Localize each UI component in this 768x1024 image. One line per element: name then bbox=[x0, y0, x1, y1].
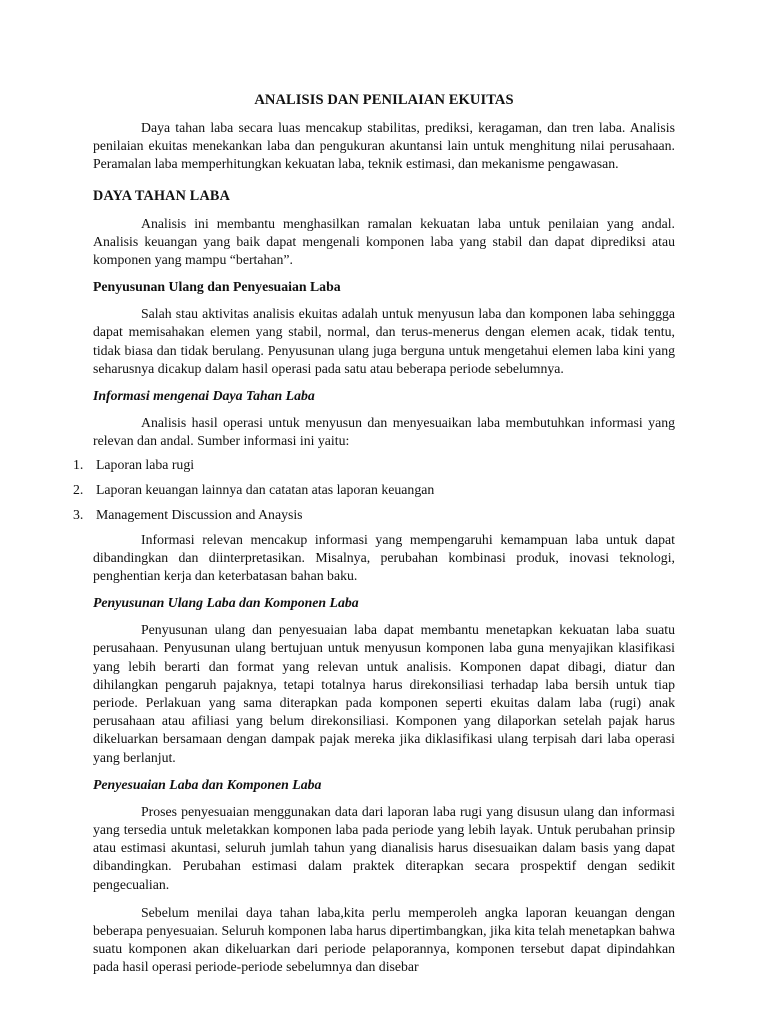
section-heading-informasi: Informasi mengenai Daya Tahan Laba bbox=[93, 388, 315, 404]
list-text: Management Discussion and Anaysis bbox=[96, 506, 303, 522]
section5-paragraph: Proses penyesuaian menggunakan data dari laporan laba rugi yang disusun ulang dan informasi yang tersedia untuk meletakkan komponen laba pada periode yang lebih layak. Untuk perubahan prinsip atau estimasi akuntasi, seluruh jumlah tahun yang dianalisis harus disesuaikan dalam basis yang dapat dibandingkan. Perubahan estimasi dalam praktek diterapkan secara prospektif dengan sedikit pengecualian. bbox=[93, 803, 675, 892]
section-heading-penyusunan-ulang: Penyusunan Ulang dan Penyesuaian Laba bbox=[93, 279, 341, 295]
section4-paragraph: Penyusunan ulang dan penyesuaian laba dapat membantu menetapkan kekuatan laba suatu perusahaan. Penyusunan ulang bertujuan untuk menyusun komponen laba guna menyajikan klasifikasi yang lebih berarti dan format yang relevan untuk analisis. Komponen dapat dibagi, diatur dan dihilangkan pengaruh pajaknya, tetapi totalnya harus direkonsiliasi terhadap laba bersih untuk tiap periode. Perlakuan yang sama diterapkan pada komponen seperti ekuitas dalam laba (rugi) anak perusahaan atau afiliasi yang belum direkonsiliasi. Komponen yang dilaporkan setelah pajak harus dikeluarkan bersamaan dengan dampak pajak mereka jika diklasifikasi ulang terpisah dari laba operasi yang berlanjut. bbox=[93, 622, 675, 765]
section5-paragraph-2: Sebelum menilai daya tahan laba,kita perlu memperoleh angka laporan keuangan dengan beberapa penyesuaian. Seluruh komponen laba harus dipertimbangkan, jika kita telah menetapkan bahwa suatu komponen akan dikeluarkan dari periode pelaporannya, komponen tersebut dapat dipindahkan pada hasil operasi periode-periode sebelumnya dan disebar bbox=[93, 904, 675, 975]
section2-paragraph: Salah stau aktivitas analisis ekuitas adalah untuk menyusun laba dan komponen laba sehinggga dapat memisahakan elemen yang stabil, normal, dan terus-menerus dengan elemen acak, tidak tentu, tidak biasa dan tidak berulang. Penyusunan ulang juga berguna untuk mengetahui elemen laba kini yang seharusnya dicakup dalam hasil operasi pada satu atau beberapa periode sebelumnya. bbox=[93, 306, 675, 376]
list-number: 2. bbox=[73, 482, 84, 498]
section-heading-komponen-laba: Penyusunan Ulang Laba dan Komponen Laba bbox=[93, 595, 359, 611]
intro-paragraph: Daya tahan laba secara luas mencakup stabilitas, prediksi, keragaman, dan tren laba. Analisis penilaian ekuitas menekankan laba dan pengukuran akuntansi lain untuk menghitung nilai perusahaan. Peramalan laba memperhitungkan kekuatan laba, teknik estimasi, dan mekanisme pengawasan. bbox=[93, 120, 675, 172]
section3-paragraph-2: Informasi relevan mencakup informasi yang mempengaruhi kemampuan laba untuk dapat dibandingkan dan diinterpretasikan. Misalnya, perubahan kombinasi produk, inovasi teknologi, penghentian kerja dan keterbatasan bahan baku. bbox=[93, 531, 675, 583]
section-heading-daya-tahan-laba: DAYA TAHAN LABA bbox=[93, 187, 231, 204]
list-text: Laporan keuangan lainnya dan catatan atas laporan keuangan bbox=[96, 482, 435, 498]
document-title: ANALISIS DAN PENILAIAN EKUITAS bbox=[254, 92, 514, 108]
list-text: Laporan laba rugi bbox=[96, 457, 195, 473]
document-body bbox=[73, 92, 675, 977]
list-item bbox=[73, 456, 675, 474]
section1-paragraph: Analisis ini membantu menghasilkan ramalan kekuatan laba untuk penilaian yang andal. Analisis keuangan yang baik dapat mengenali komponen laba yang stabil dan dapat diprediksi atau komponen yang mampu “bertahan”. bbox=[93, 215, 675, 268]
source-list bbox=[73, 456, 675, 524]
list-number: 1. bbox=[73, 457, 84, 473]
section3-paragraph: Analisis hasil operasi untuk menyusun dan menyesuaikan laba membutuhkan informasi yang relevan dan andal. Sumber informasi ini yaitu: bbox=[93, 415, 675, 449]
section-heading-penyesuaian-laba: Penyesuaian Laba dan Komponen Laba bbox=[93, 776, 322, 792]
list-item bbox=[73, 481, 675, 499]
list-number: 3. bbox=[73, 506, 84, 522]
list-item bbox=[73, 506, 675, 524]
